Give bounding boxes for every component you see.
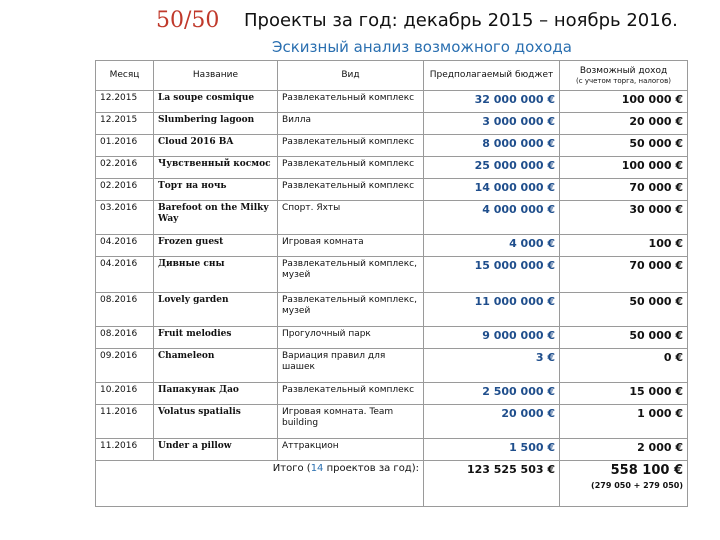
cell-budget: 4 000 € [424,235,560,257]
table-row [96,235,688,257]
cell-month: 08.2016 [96,293,154,327]
cell-month: 11.2016 [96,405,154,439]
projects-table [95,60,688,507]
cell-kind: Вариация правил для шашек [278,349,424,383]
income-header-label: Возможный доход [579,65,668,76]
cell-month: 10.2016 [96,383,154,405]
total-label [96,461,424,507]
cell-name: Торт на ночь [154,179,278,201]
cell-month: 09.2016 [96,349,154,383]
cell-month: 04.2016 [96,235,154,257]
cell-budget: 32 000 000 € [424,91,560,113]
table-row [96,179,688,201]
cell-name: Lovely garden [154,293,278,327]
table-row [96,293,688,327]
table-row [96,257,688,293]
table-row [96,349,688,383]
cell-name: Cloud 2016 BA [154,135,278,157]
cell-income: 2 000 € [560,439,688,461]
cell-name: Barefoot on the Milky Way [154,201,278,235]
cell-month: 12.2015 [96,113,154,135]
cell-budget: 9 000 000 € [424,327,560,349]
column-header-budget: Предполагаемый бюджет [424,61,560,91]
score-label: 50/50 [156,8,220,33]
cell-income: 20 000 € [560,113,688,135]
table-header-row [96,61,688,91]
cell-month: 08.2016 [96,327,154,349]
cell-name: Chameleon [154,349,278,383]
cell-budget: 8 000 000 € [424,135,560,157]
cell-income: 70 000 € [560,257,688,293]
cell-name: Дивные сны [154,257,278,293]
cell-kind: Вилла [278,113,424,135]
cell-kind: Игровая комната [278,235,424,257]
cell-budget: 15 000 000 € [424,257,560,293]
column-header-income [560,61,688,91]
cell-kind: Развлекательный комплекс, музей [278,293,424,327]
cell-name: Чувственный космос [154,157,278,179]
total-income-note: (279 050 + 279 050) [591,481,683,491]
cell-kind: Развлекательный комплекс [278,179,424,201]
cell-kind: Игровая комната. Team building [278,405,424,439]
total-income-cell [560,461,688,507]
cell-name: Fruit melodies [154,327,278,349]
page-subtitle: Эскизный анализ возможного дохода [272,38,572,56]
cell-income: 100 000 € [560,157,688,179]
cell-kind: Развлекательный комплекс [278,135,424,157]
cell-kind: Прогулочный парк [278,327,424,349]
cell-kind: Спорт. Яхты [278,201,424,235]
cell-income: 30 000 € [560,201,688,235]
total-count: 14 [310,463,324,474]
cell-budget: 25 000 000 € [424,157,560,179]
cell-income: 100 000 € [560,91,688,113]
page-title: Проекты за год: декабрь 2015 – ноябрь 2016. [244,10,678,31]
table-row [96,91,688,113]
cell-income: 50 000 € [560,135,688,157]
column-header-kind: Вид [278,61,424,91]
table-row [96,383,688,405]
cell-income: 15 000 € [560,383,688,405]
cell-name: Frozen guest [154,235,278,257]
table-row [96,439,688,461]
cell-budget: 4 000 000 € [424,201,560,235]
cell-name: Папакунак Дао [154,383,278,405]
total-budget: 123 525 503 € [424,461,560,507]
cell-name: Slumbering lagoon [154,113,278,135]
column-header-name: Название [154,61,278,91]
cell-kind: Развлекательный комплекс [278,383,424,405]
cell-budget: 3 € [424,349,560,383]
total-row [96,461,688,507]
cell-month: 02.2016 [96,179,154,201]
table-row [96,201,688,235]
cell-name: Under a pillow [154,439,278,461]
cell-budget: 1 500 € [424,439,560,461]
cell-budget: 2 500 000 € [424,383,560,405]
cell-income: 1 000 € [560,405,688,439]
table-row [96,327,688,349]
table-row [96,157,688,179]
cell-name: Volatus spatialis [154,405,278,439]
total-income: 558 100 € [610,463,683,478]
cell-budget: 20 000 € [424,405,560,439]
cell-budget: 14 000 000 € [424,179,560,201]
column-header-month: Месяц [96,61,154,91]
cell-kind: Развлекательный комплекс, музей [278,257,424,293]
total-label-prefix: Итого ( [272,463,311,474]
cell-income: 0 € [560,349,688,383]
table-row [96,113,688,135]
cell-month: 11.2016 [96,439,154,461]
income-header-note: (с учетом торга, налогов) [576,76,671,85]
table-row [96,135,688,157]
cell-month: 02.2016 [96,157,154,179]
cell-income: 70 000 € [560,179,688,201]
cell-kind: Развлекательный комплекс [278,91,424,113]
cell-kind: Аттракцион [278,439,424,461]
cell-month: 03.2016 [96,201,154,235]
total-label-suffix: проектов за год): [323,463,419,474]
cell-budget: 3 000 000 € [424,113,560,135]
cell-month: 04.2016 [96,257,154,293]
cell-month: 01.2016 [96,135,154,157]
cell-income: 100 € [560,235,688,257]
cell-month: 12.2015 [96,91,154,113]
cell-name: La soupe cosmique [154,91,278,113]
cell-income: 50 000 € [560,327,688,349]
cell-income: 50 000 € [560,293,688,327]
cell-kind: Развлекательный комплекс [278,157,424,179]
table-row [96,405,688,439]
cell-budget: 11 000 000 € [424,293,560,327]
